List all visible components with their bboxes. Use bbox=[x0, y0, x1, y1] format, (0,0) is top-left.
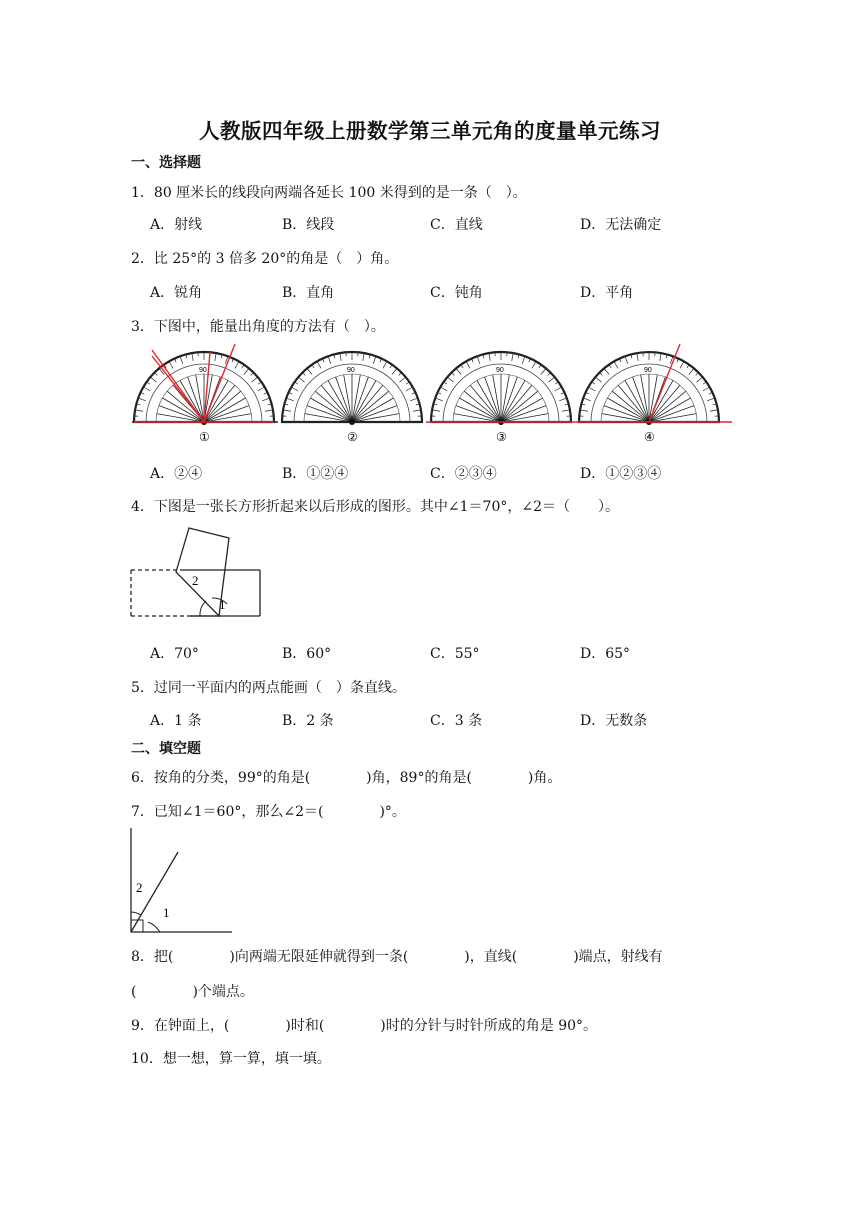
protractor-figures bbox=[128, 340, 738, 448]
q1-option-c: C．直线 bbox=[430, 217, 483, 233]
section-heading-fill-blank: 二、填空题 bbox=[131, 741, 201, 757]
q4-option-c: C．55° bbox=[430, 646, 480, 662]
q2-option-c: C．钝角 bbox=[430, 285, 483, 301]
protractor-3 bbox=[431, 352, 571, 444]
q1-option-b: B．线段 bbox=[282, 217, 335, 233]
protractor-90-tick-label: 90 bbox=[644, 367, 652, 374]
q4-option-d: D．65° bbox=[580, 646, 631, 662]
protractor-90-tick-label: 90 bbox=[199, 367, 207, 374]
question-7: 7．已知∠1＝60°，那么∠2＝( )°。 bbox=[131, 804, 406, 820]
question-1: 1．80 厘米长的线段向两端各延长 100 米得到的是一条（ ）。 bbox=[131, 185, 527, 201]
protractor-figure-label: ③ bbox=[496, 430, 507, 444]
q2-option-d: D．平角 bbox=[580, 285, 634, 301]
question-3: 3．下图中，能量出角度的方法有（ ）。 bbox=[131, 319, 385, 335]
q3-option-d: D．①②③④ bbox=[580, 466, 662, 482]
protractor-2 bbox=[282, 352, 422, 444]
q3-option-c: C．②③④ bbox=[430, 466, 497, 482]
q1-option-d: D．无法确定 bbox=[580, 217, 662, 233]
right-angle-figure bbox=[126, 826, 238, 938]
protractor-figure-label: ④ bbox=[644, 430, 655, 444]
protractor-figure-label: ② bbox=[347, 430, 358, 444]
q5-option-b: B．2 条 bbox=[282, 713, 334, 729]
protractor-90-tick-label: 90 bbox=[496, 367, 504, 374]
page-title: 人教版四年级上册数学第三单元角的度量单元练习 bbox=[199, 119, 661, 143]
angle-1-label: 1 bbox=[163, 905, 170, 920]
q5-option-c: C．3 条 bbox=[430, 713, 483, 729]
angle-2-label: 2 bbox=[192, 573, 199, 588]
question-6: 6．按角的分类，99°的角是( )角，89°的角是( )角。 bbox=[131, 770, 562, 786]
question-2: 2．比 25°的 3 倍多 20°的角是（ ）角。 bbox=[131, 251, 399, 267]
q5-option-a: A．1 条 bbox=[150, 713, 202, 729]
protractor-1 bbox=[134, 352, 274, 444]
protractor-4 bbox=[579, 352, 719, 444]
question-8-line-2: ( )个端点。 bbox=[131, 984, 254, 1000]
q4-option-b: B．60° bbox=[282, 646, 332, 662]
q3-option-b: B．①②④ bbox=[282, 466, 349, 482]
question-10: 10．想一想，算一算，填一填。 bbox=[131, 1051, 331, 1067]
q4-option-a: A．70° bbox=[150, 646, 199, 662]
q2-option-a: A．锐角 bbox=[150, 285, 203, 301]
q2-option-b: B．直角 bbox=[282, 285, 335, 301]
question-4: 4．下图是一张长方形折起来以后形成的图形。其中∠1＝70°，∠2＝（ ）。 bbox=[131, 499, 619, 515]
folded-rectangle-figure bbox=[128, 524, 268, 620]
q5-option-d: D．无数条 bbox=[580, 713, 648, 729]
protractor-90-tick-label: 90 bbox=[347, 367, 355, 374]
question-8-line-1: 8．把( )向两端无限延伸就得到一条( )，直线( )端点，射线有 bbox=[131, 949, 663, 965]
q3-option-a: A．②④ bbox=[150, 466, 203, 482]
protractor-figure-label: ① bbox=[199, 430, 210, 444]
section-heading-choice: 一、选择题 bbox=[131, 155, 201, 171]
question-5: 5．过同一平面内的两点能画（ ）条直线。 bbox=[131, 680, 406, 696]
angle-2-label: 2 bbox=[136, 880, 143, 895]
angle-1-label: 1 bbox=[219, 597, 226, 612]
question-9: 9．在钟面上，( )时和( )时的分针与时针所成的角是 90°。 bbox=[131, 1018, 598, 1034]
q1-option-a: A．射线 bbox=[150, 217, 203, 233]
